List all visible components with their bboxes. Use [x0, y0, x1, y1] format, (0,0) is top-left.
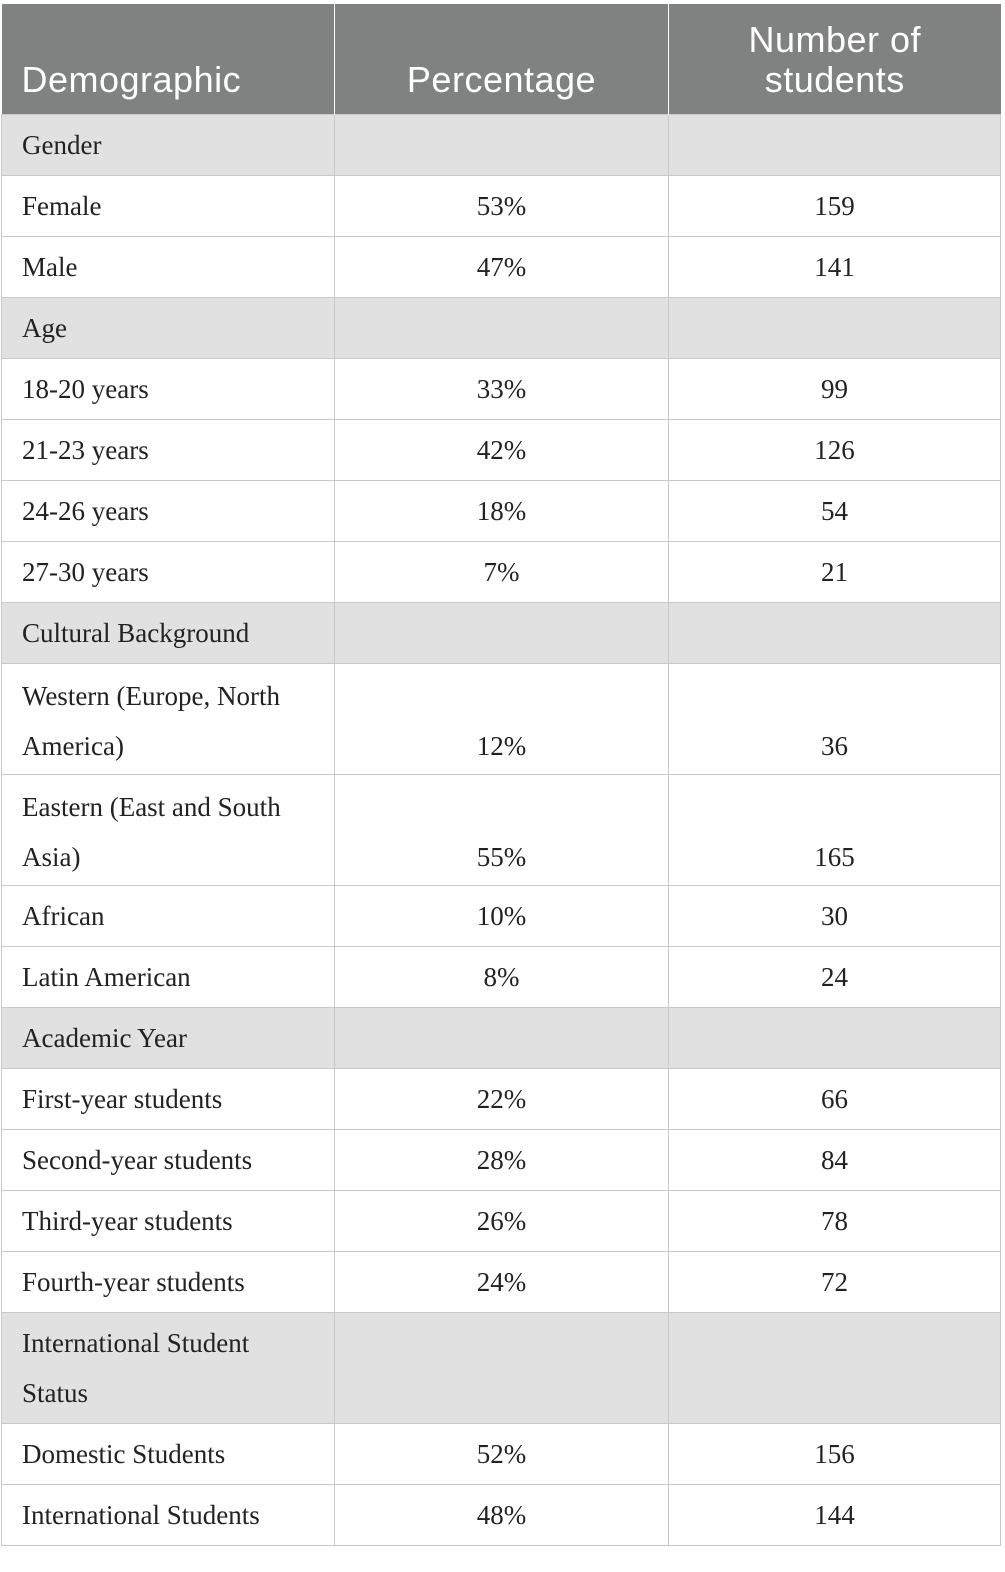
count-cell: 24 [669, 946, 1001, 1007]
section-label: Academic Year [2, 1007, 335, 1068]
section-row [2, 1312, 1001, 1423]
table-row [2, 1068, 1001, 1129]
section-label: Gender [2, 114, 335, 175]
demographic-cell: International Students [2, 1484, 335, 1545]
count-cell [669, 602, 1001, 663]
table-body [2, 114, 1001, 1545]
count-cell [669, 297, 1001, 358]
percentage-cell: 22% [335, 1068, 669, 1129]
table-row [2, 1484, 1001, 1545]
count-cell: 21 [669, 541, 1001, 602]
count-cell: 126 [669, 419, 1001, 480]
count-cell [669, 114, 1001, 175]
table-row [2, 236, 1001, 297]
header-percentage: Percentage [335, 4, 669, 114]
demographic-cell: 24-26 years [2, 480, 335, 541]
table-row [2, 1251, 1001, 1312]
count-cell: 30 [669, 885, 1001, 946]
section-row [2, 297, 1001, 358]
table-row [2, 1129, 1001, 1190]
table-row [2, 1190, 1001, 1251]
table-row [2, 774, 1001, 885]
percentage-cell: 24% [335, 1251, 669, 1312]
demographic-cell: Western (Europe, North America) [2, 663, 335, 774]
count-cell: 144 [669, 1484, 1001, 1545]
demographic-cell: African [2, 885, 335, 946]
demographic-cell: Third-year students [2, 1190, 335, 1251]
header-number-of-students: Number of students [669, 4, 1001, 114]
percentage-cell [335, 297, 669, 358]
section-row [2, 114, 1001, 175]
count-cell: 159 [669, 175, 1001, 236]
demographic-cell: Latin American [2, 946, 335, 1007]
percentage-cell: 7% [335, 541, 669, 602]
table-row [2, 419, 1001, 480]
percentage-cell: 55% [335, 774, 669, 885]
table-row [2, 541, 1001, 602]
percentage-cell: 8% [335, 946, 669, 1007]
percentage-cell: 47% [335, 236, 669, 297]
table-row [2, 946, 1001, 1007]
percentage-cell: 42% [335, 419, 669, 480]
count-cell: 72 [669, 1251, 1001, 1312]
demographic-cell: Fourth-year students [2, 1251, 335, 1312]
table-row [2, 175, 1001, 236]
demographic-cell: 18-20 years [2, 358, 335, 419]
count-cell: 36 [669, 663, 1001, 774]
percentage-cell: 53% [335, 175, 669, 236]
demographic-cell: First-year students [2, 1068, 335, 1129]
header-row [2, 4, 1001, 114]
demographic-cell: Domestic Students [2, 1423, 335, 1484]
demographic-cell: Male [2, 236, 335, 297]
percentage-cell: 48% [335, 1484, 669, 1545]
section-label: Age [2, 297, 335, 358]
section-label: International Student Status [2, 1312, 335, 1423]
section-row [2, 602, 1001, 663]
percentage-cell [335, 114, 669, 175]
demographics-table [1, 4, 1001, 1546]
demographic-cell: Eastern (East and South Asia) [2, 774, 335, 885]
table-row [2, 1423, 1001, 1484]
count-cell: 141 [669, 236, 1001, 297]
count-cell: 84 [669, 1129, 1001, 1190]
demographic-cell: 27-30 years [2, 541, 335, 602]
table-row [2, 663, 1001, 774]
demographic-cell: Second-year students [2, 1129, 335, 1190]
demographic-cell: Female [2, 175, 335, 236]
percentage-cell: 10% [335, 885, 669, 946]
percentage-cell: 52% [335, 1423, 669, 1484]
percentage-cell [335, 1007, 669, 1068]
count-cell [669, 1312, 1001, 1423]
table-row [2, 358, 1001, 419]
percentage-cell [335, 602, 669, 663]
demographic-cell: 21-23 years [2, 419, 335, 480]
percentage-cell [335, 1312, 669, 1423]
table-header [2, 4, 1001, 114]
percentage-cell: 28% [335, 1129, 669, 1190]
percentage-cell: 33% [335, 358, 669, 419]
count-cell: 78 [669, 1190, 1001, 1251]
percentage-cell: 12% [335, 663, 669, 774]
table-row [2, 480, 1001, 541]
count-cell: 66 [669, 1068, 1001, 1129]
count-cell: 165 [669, 774, 1001, 885]
count-cell: 99 [669, 358, 1001, 419]
header-demographic: Demographic [2, 4, 335, 114]
percentage-cell: 26% [335, 1190, 669, 1251]
count-cell: 156 [669, 1423, 1001, 1484]
table-row [2, 885, 1001, 946]
section-row [2, 1007, 1001, 1068]
percentage-cell: 18% [335, 480, 669, 541]
count-cell [669, 1007, 1001, 1068]
section-label: Cultural Background [2, 602, 335, 663]
count-cell: 54 [669, 480, 1001, 541]
